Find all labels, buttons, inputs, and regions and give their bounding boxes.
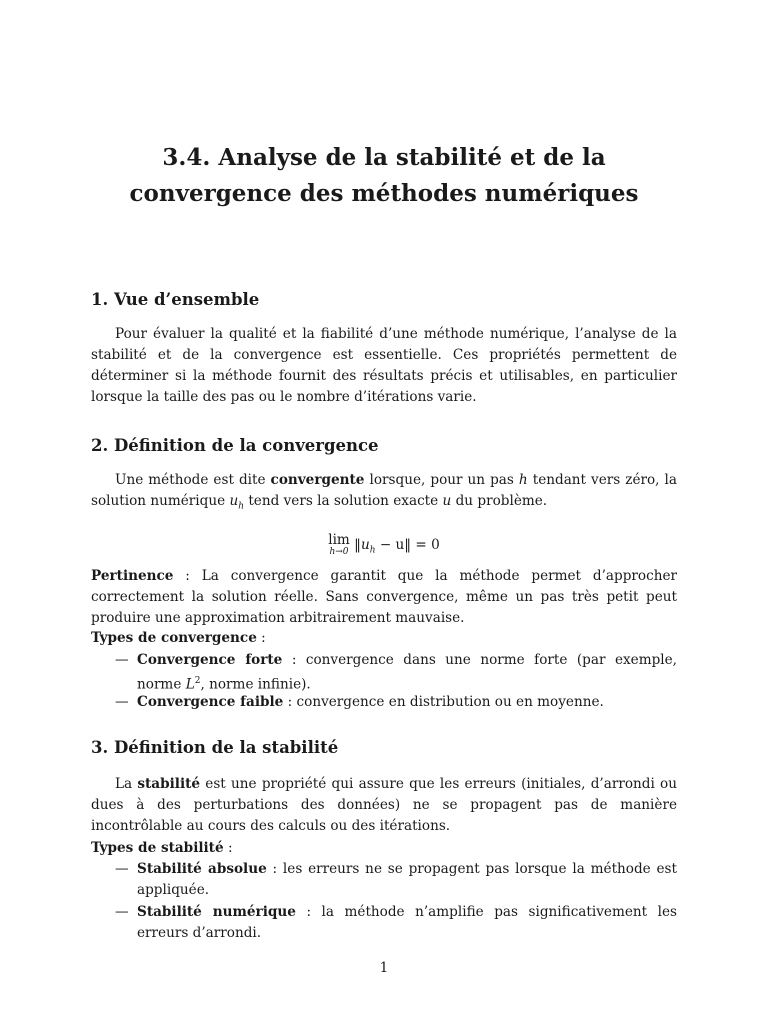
- page-title-line-1: 3.4. Analyse de la stabilité et de la: [162, 144, 606, 171]
- term-convergente: convergente: [270, 472, 365, 488]
- list-dash: —: [115, 694, 129, 710]
- text-run: tendant vers zéro, la solution numérique: [91, 472, 677, 509]
- formula-norm-u: ‖u: [354, 536, 370, 553]
- list-item-text: : convergence dans une norme forte (par exemple, norme: [137, 652, 678, 693]
- text-run: Une méthode est dite: [115, 472, 271, 488]
- list-item-numerical-stability: [115, 902, 677, 944]
- text-run: tend vers la solution exacte: [244, 493, 443, 509]
- section-1-paragraph: Pour évaluer la qualité et la fiabilité d’une méthode numérique, l’analyse de la stabilité et de la convergence est essentielle. Ces propriétés permettent de déterminer si la méthode fournit des résultats précis et utilisables, en particulier lorsque la taille des pas ou le nombre d’itérations varie.: [91, 326, 677, 405]
- types-label: Types de stabilité: [91, 840, 224, 856]
- section-3-heading: 3. Définition de la stabilité: [91, 738, 339, 757]
- list-item-label: Stabilité numérique: [137, 904, 296, 920]
- text-run: lorsque, pour un pas: [364, 472, 519, 488]
- types-colon: :: [256, 630, 266, 646]
- math-h: h: [518, 472, 528, 488]
- text-run: du problème.: [451, 493, 548, 509]
- math-L: L: [185, 676, 195, 693]
- list-item-text: , norme infinie).: [200, 676, 311, 693]
- list-item-label: Convergence forte: [137, 652, 283, 668]
- list-item-label: Convergence faible: [137, 694, 284, 710]
- stability-types-heading: [91, 838, 233, 859]
- section-1-heading: 1. Vue d’ensemble: [91, 290, 260, 309]
- list-item-absolute-stability: [115, 859, 677, 901]
- stability-definition-paragraph: [91, 774, 677, 837]
- list-dash: —: [115, 652, 129, 668]
- limit-subscript: h→0: [329, 547, 349, 557]
- text-run: est une propriété qui assure que les erreurs (initiales, d’arrondi ou dues à des perturbations des données) ne se propagent pas de manière incontrôlable au cours des calculs ou des itérations.: [91, 776, 677, 834]
- limit-operator: [328, 534, 350, 558]
- relevance-label: Pertinence: [91, 568, 174, 584]
- list-item-text: : convergence en distribution ou en moyenne.: [283, 694, 604, 710]
- limit-label: lim: [328, 532, 350, 548]
- formula-rest: − u‖ = 0: [375, 536, 440, 553]
- relevance-text: : La convergence garantit que la méthode permet d’approcher correctement la solution réelle. Sans convergence, même un pas très petit peut produire une approximation arbitrairement mauvaise.: [91, 568, 677, 626]
- list-item-label: Stabilité absolue: [137, 861, 267, 877]
- list-item-text: : la méthode n’amplifie pas significativement les erreurs d’arrondi.: [137, 904, 677, 941]
- page-title-line-2: convergence des méthodes numériques: [129, 180, 639, 207]
- term-stabilite: stabilité: [137, 776, 201, 792]
- math-superscript: 2: [194, 676, 201, 686]
- types-label: Types de convergence: [91, 630, 257, 646]
- text-run: La: [115, 776, 138, 792]
- types-colon: :: [223, 840, 233, 856]
- list-dash: —: [115, 904, 129, 920]
- math-subscript-h: h: [238, 501, 245, 512]
- convergence-types-heading: [91, 628, 266, 649]
- list-dash: —: [115, 861, 129, 877]
- list-item-text: : les erreurs ne se propagent pas lorsque la méthode est appliquée.: [137, 861, 677, 898]
- list-item-weak-convergence: [115, 692, 677, 713]
- list-item-strong-convergence: [115, 650, 677, 696]
- math-u: u: [442, 493, 452, 509]
- page-number: 1: [379, 960, 389, 976]
- math-u: u: [229, 493, 239, 509]
- section-2-heading: 2. Définition de la convergence: [91, 436, 379, 455]
- convergence-formula: [0, 534, 768, 558]
- relevance-paragraph: [91, 566, 677, 629]
- convergence-definition-paragraph: [91, 470, 677, 518]
- formula-subscript: h: [369, 545, 376, 556]
